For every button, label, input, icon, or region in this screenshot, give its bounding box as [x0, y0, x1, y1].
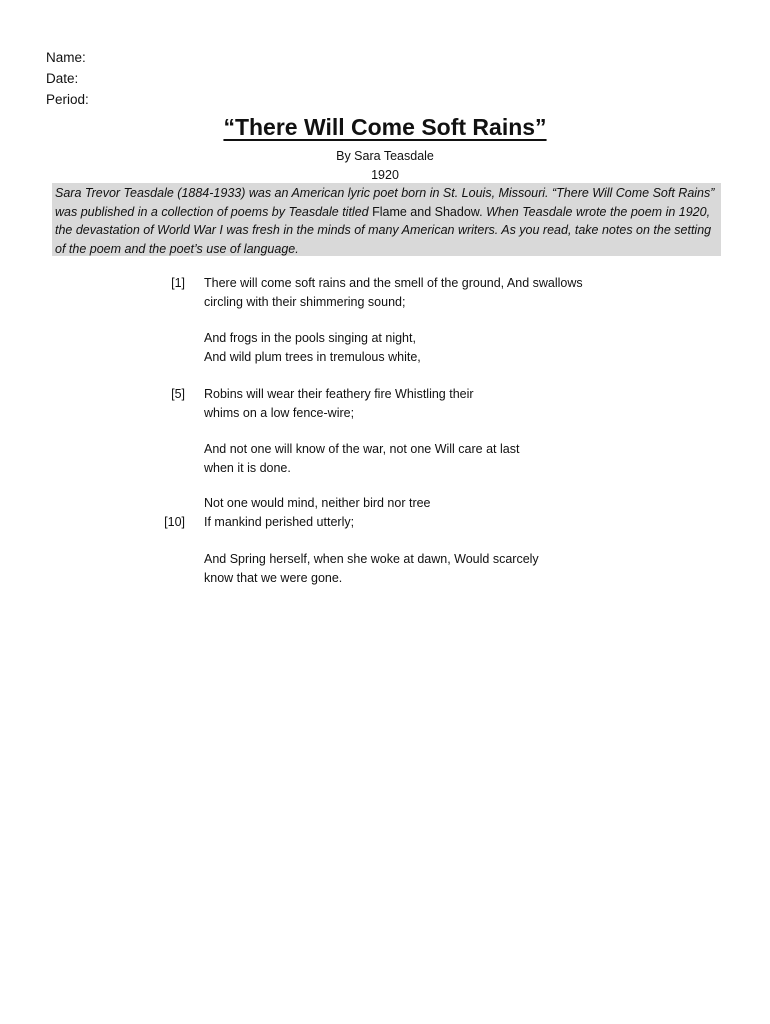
line-number: [5] — [171, 387, 185, 401]
poem-line — [0, 513, 770, 532]
poem-line — [0, 550, 770, 569]
name-label: Name: — [46, 50, 86, 65]
poem-line — [0, 440, 770, 459]
stanza — [0, 494, 770, 531]
intro-text-part1: Sara Trevor Teasdale (1884-1933) was an American lyric poet born in St. Louis, Missouri. “There Will Come Soft Rains” was published in a collection of poems by Teasdale titled — [55, 186, 715, 219]
line-text: There will come soft rains and the smell of the ground, And swallows — [204, 276, 583, 290]
intro-book-title: Flame and Shadow. — [372, 204, 483, 219]
poem-line — [0, 293, 770, 312]
stanza — [0, 440, 770, 477]
intro-text-part2: When Teasdale wrote the poem in 1920, the devastation of World War I was fresh in the minds of many American writers. As you read, take notes on the setting of the poem and the poet’s use of language. — [55, 204, 712, 256]
line-text: circling with their shimmering sound; — [204, 294, 406, 309]
line-number: [10] — [164, 514, 185, 529]
stanza — [0, 385, 770, 422]
date-label: Date: — [46, 71, 79, 86]
period-label: Period: — [46, 92, 89, 107]
line-text: And frogs in the pools singing at night, — [204, 331, 416, 345]
line-text: If mankind perished utterly; — [204, 514, 355, 529]
stanza — [0, 329, 770, 366]
intro-box — [52, 183, 721, 256]
year-line: 1920 — [371, 168, 399, 182]
poem-line — [0, 569, 770, 588]
poem-line — [0, 385, 770, 404]
poem-line — [0, 348, 770, 367]
poem-line — [0, 404, 770, 423]
line-number: [1] — [171, 276, 185, 290]
author-line: By Sara Teasdale — [336, 149, 434, 163]
student-info-fields — [46, 47, 89, 110]
poem-title-text: “There Will Come Soft Rains” — [223, 114, 547, 140]
line-text: And Spring herself, when she woke at dawn, Would scarcely — [204, 552, 539, 566]
poem-line — [0, 494, 770, 513]
poem-line — [0, 274, 770, 293]
line-text: And wild plum trees in tremulous white, — [204, 349, 421, 364]
line-text: Robins will wear their feathery fire Whistling their — [204, 387, 474, 401]
byline — [0, 147, 770, 185]
stanza — [0, 274, 770, 311]
stanza — [0, 550, 770, 587]
line-text: know that we were gone. — [204, 570, 343, 585]
line-text: whims on a low fence-wire; — [204, 405, 355, 420]
line-text: when it is done. — [204, 460, 291, 475]
poem-title — [0, 112, 770, 142]
line-text: And not one will know of the war, not one Will care at last — [204, 442, 520, 456]
line-text: Not one would mind, neither bird nor tree — [204, 496, 431, 510]
poem-line — [0, 459, 770, 478]
poem-line — [0, 329, 770, 348]
